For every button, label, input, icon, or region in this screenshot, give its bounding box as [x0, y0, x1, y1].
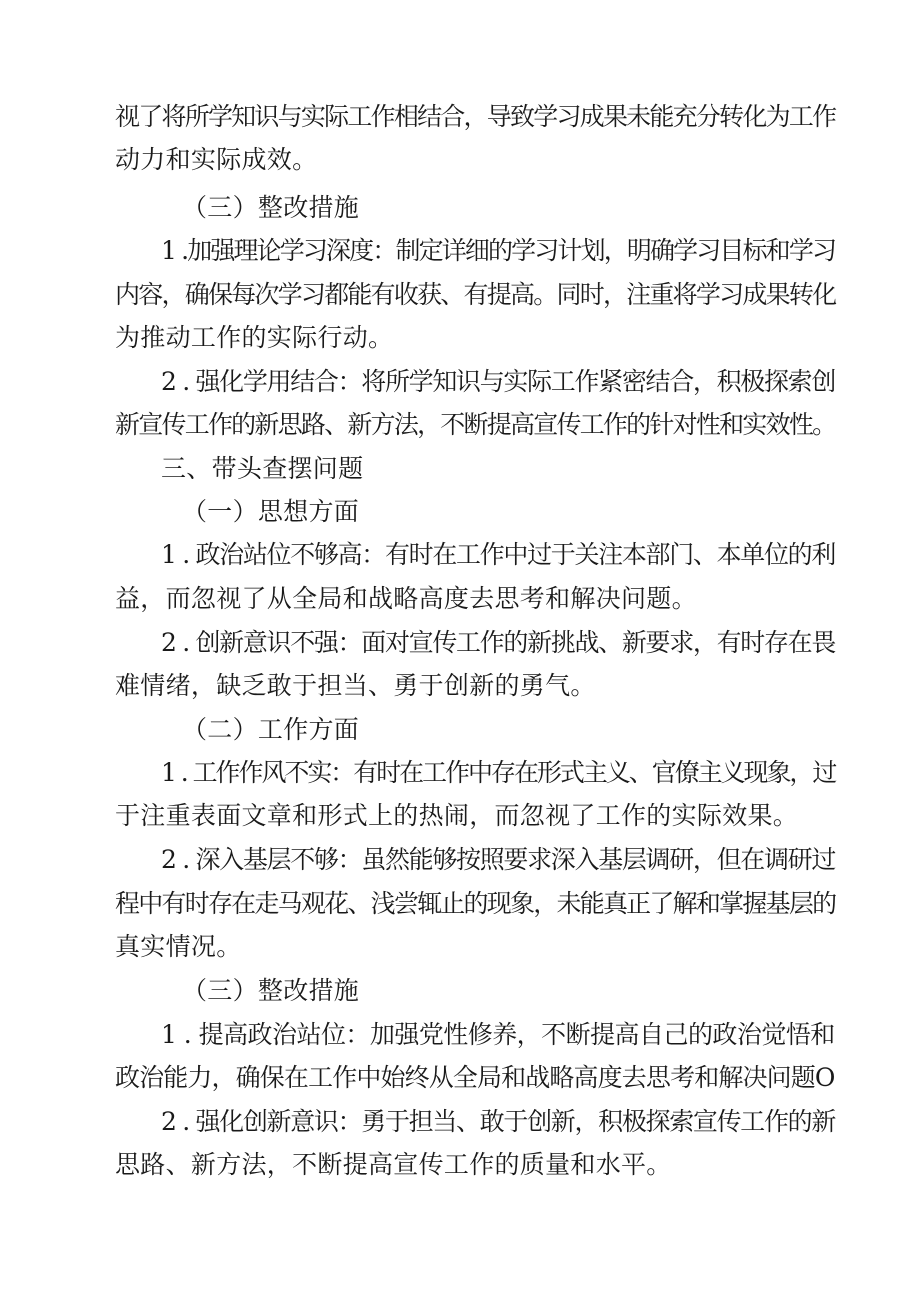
paragraph-line: 新宣传工作的新思路、新方法，不断提高宣传工作的针对性和实效性。 — [115, 410, 836, 439]
section-heading: （三）整改措施 — [182, 976, 360, 1005]
chapter-heading: 三、带头查摆问题 — [161, 454, 364, 483]
paragraph-line: 视了将所学知识与实际工作相结合，导致学习成果未能充分转化为工作 — [115, 102, 836, 131]
paragraph-line: 1 . 政治站位不够高：有时在工作中过于关注本部门、本单位的利 — [161, 540, 836, 569]
paragraph-line: 2 . 强化学用结合：将所学知识与实际工作紧密结合，积极探索创 — [161, 367, 836, 396]
paragraph-line: 政治能力，确保在工作中始终从全局和战略高度去思考和解决问题O — [115, 1063, 835, 1092]
paragraph-line: 于注重表面文章和形式上的热闹，而忽视了工作的实际效果。 — [115, 801, 799, 830]
paragraph-line: 2 . 强化创新意识：勇于担当、敢于创新，积极探索宣传工作的新 — [161, 1107, 836, 1136]
paragraph-line: 真实情况。 — [115, 932, 242, 961]
paragraph-line: 2 . 创新意识不强：面对宣传工作的新挑战、新要求，有时存在畏 — [161, 628, 836, 657]
paragraph-line: 1 .加强理论学习深度：制定详细的学习计划，明确学习目标和学习 — [161, 236, 836, 265]
paragraph-line: 程中有时存在走马观花、浅尝辄止的现象，未能真正了解和掌握基层的 — [115, 889, 836, 918]
section-heading: （三）整改措施 — [182, 193, 360, 222]
paragraph-line: 难情绪，缺乏敢于担当、勇于创新的勇气。 — [115, 671, 596, 700]
paragraph-line: 1 . 工作作风不实：有时在工作中存在形式主义、官僚主义现象，过 — [161, 758, 836, 787]
paragraph-line: 益，而忽视了从全局和战略高度去思考和解决问题。 — [115, 584, 697, 613]
section-heading: （二）工作方面 — [182, 715, 360, 744]
paragraph-line: 动力和实际成效。 — [115, 145, 318, 174]
paragraph-line: 内容，确保每次学习都能有收获、有提高。同时，注重将学习成果转化 — [115, 280, 836, 309]
paragraph-line: 思路、新方法，不断提高宣传工作的质量和水平。 — [115, 1150, 672, 1179]
paragraph-line: 2 . 深入基层不够：虽然能够按照要求深入基层调研，但在调研过 — [161, 845, 836, 874]
section-heading: （一）思想方面 — [182, 497, 360, 526]
paragraph-line: 为推动工作的实际行动。 — [115, 323, 394, 352]
paragraph-line: 1 . 提高政治站位：加强党性修养，不断提高自己的政治觉悟和 — [161, 1020, 835, 1049]
